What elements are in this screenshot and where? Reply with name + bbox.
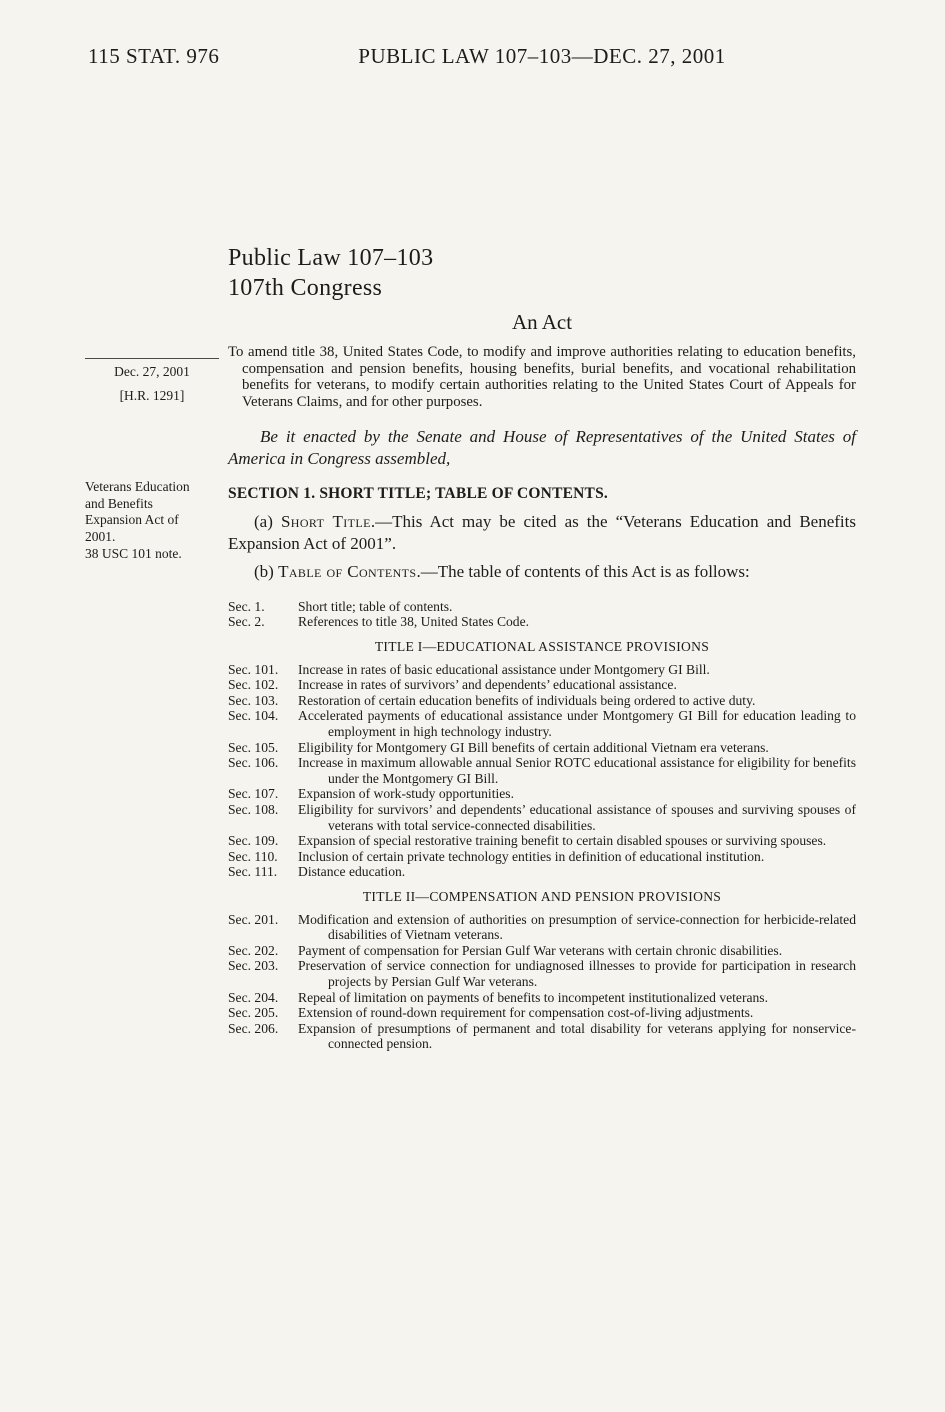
toc-title-ii-heading: TITLE II—COMPENSATION AND PENSION PROVISIONS [362,888,722,904]
toc-section-number: Sec. 102. [228,677,279,693]
toc-row [228,677,856,693]
toc-title-ii-sections [228,912,856,1052]
toc-row [228,802,856,833]
toc-section-text: Increase in rates of survivors’ and dependents’ educational assistance. [298,677,677,693]
margin-rule [85,358,219,359]
toc-section-number: Sec. 205. [228,1005,279,1021]
paragraph-b-smallcaps: Table of Contents [278,562,417,582]
act-name-note: Veterans Education and Benefits Expansion Act of 2001. [85,479,190,544]
toc-title-i-sections [228,662,856,880]
toc-row [228,864,856,880]
toc-row [228,958,856,989]
toc-section-number: Sec. 111. [228,864,278,880]
law-body [228,243,856,1052]
enacting-clause: Be it enacted by the Senate and House of Representatives of the United States of America in Congress assembled, [228,427,856,468]
toc-row [228,740,856,756]
toc-section-number: Sec. 109. [228,833,279,849]
toc-row [228,849,856,865]
toc-section-number: Sec. 2. [228,614,265,630]
margin-note-date-block [85,358,219,404]
toc-section-number: Sec. 204. [228,989,279,1005]
toc-row [228,1021,856,1052]
toc-section-number: Sec. 203. [228,958,279,974]
toc-row [228,662,856,678]
toc-section-text: Expansion of presumptions of permanent and total disability for veterans applying for nonservice-connected pension. [298,1020,856,1052]
toc-section-number: Sec. 1. [228,598,265,614]
toc-section-text: Repeal of limitation on payments of benefits to incompetent institutionalized veterans. [298,989,768,1005]
toc-section-number: Sec. 101. [228,661,279,677]
act-label: An Act [511,310,573,334]
toc-section-text: Increase in rates of basic educational assistance under Montgomery GI Bill. [298,661,710,677]
paragraph-a-smallcaps: Short Title [280,512,371,532]
toc-section-text: Inclusion of certain private technology entities in definition of educational institution. [298,848,765,864]
toc-section-text: Preservation of service connection for undiagnosed illnesses to provide for participation in research projects by Persian Gulf War veterans. [298,958,856,989]
paragraph-b-prefix: (b) [254,562,279,582]
toc-row [228,755,856,786]
paragraph-b [228,561,856,583]
toc-row [228,912,856,943]
toc-section-text: Restoration of certain education benefits of individuals being ordered to active duty. [298,692,756,708]
margin-note-act-block [85,479,199,563]
toc-row [228,1005,856,1021]
table-of-contents [228,599,856,1052]
law-number-heading: Public Law 107–103 [228,245,434,271]
usc-note: 38 USC 101 note. [85,546,182,561]
toc-title-i-heading: TITLE I—EDUCATIONAL ASSISTANCE PROVISIONS [374,639,710,655]
toc-row [228,943,856,959]
toc-section-number: Sec. 107. [228,786,279,802]
preamble: To amend title 38, United States Code, to modify and improve authorities relating to education benefits, compensation and pension benefits, housing benefits, burial benefits, and vocational rehabilitation benefits for veterans, to modify certain authorities relating to the United States Court of Appeals for Veterans Claims, and for other purposes. [228,344,856,410]
toc-section-text: Short title; table of contents. [298,598,453,614]
toc-row [228,833,856,849]
toc-section-text: Distance education. [298,864,406,880]
congress-heading: 107th Congress [228,275,383,301]
toc-section-number: Sec. 108. [228,802,279,817]
toc-section-number: Sec. 105. [228,739,279,755]
toc-section-text: Payment of compensation for Persian Gulf War veterans with certain chronic disabilities. [298,942,783,958]
toc-front-list [228,599,856,630]
toc-row [228,786,856,802]
toc-section-text: Expansion of work-study opportunities. [298,786,514,802]
toc-section-text: Accelerated payments of educational assistance under Montgomery GI Bill for education leading to employment in high technology industry. [298,708,856,740]
date-note: Dec. 27, 2001 [114,364,190,379]
toc-section-text: Eligibility for survivors’ and dependents’ educational assistance of spouses and surviving spouses of veterans with total service-connected disabilities. [298,802,856,833]
stat-number: 115 STAT. 976 [88,44,220,68]
toc-row [228,599,856,615]
toc-section-number: Sec. 104. [228,708,279,724]
toc-section-number: Sec. 202. [228,942,279,958]
toc-section-number: Sec. 106. [228,755,279,771]
toc-row [228,693,856,709]
toc-section-text: Modification and extension of authorities on presumption of service-connection for herbicide-related disabilities of Vietnam veterans. [298,911,856,943]
toc-row [228,990,856,1006]
toc-row [228,708,856,739]
toc-section-text: Eligibility for Montgomery GI Bill benefits of certain additional Vietnam era veterans. [298,739,769,755]
toc-section-number: Sec. 206. [228,1020,279,1036]
toc-section-text: Extension of round-down requirement for compensation cost-of-living adjustments. [298,1005,754,1021]
toc-section-number: Sec. 103. [228,692,279,708]
paragraph-a-text: .—This Act may be cited as the “Veterans Education and Benefits Expansion Act of 2001”. [228,512,856,553]
section-1-heading: SECTION 1. SHORT TITLE; TABLE OF CONTENTS. [228,485,608,503]
toc-section-number: Sec. 110. [228,848,278,864]
toc-section-text: Increase in maximum allowable annual Senior ROTC educational assistance for eligibility for benefits under the Montgomery GI Bill. [298,755,856,786]
running-title: PUBLIC LAW 107–103—DEC. 27, 2001 [358,44,726,68]
paragraph-a-prefix: (a) [254,512,281,532]
paragraph-b-text: .—The table of contents of this Act is as follows: [416,562,750,582]
toc-row [228,614,856,630]
toc-section-text: References to title 38, United States Code. [298,614,530,630]
bill-number-note: [H.R. 1291] [119,387,185,403]
toc-section-text: Expansion of special restorative training benefit to certain disabled spouses or surviving spouses. [298,833,827,849]
paragraph-a [228,511,856,554]
toc-section-number: Sec. 201. [228,911,279,927]
